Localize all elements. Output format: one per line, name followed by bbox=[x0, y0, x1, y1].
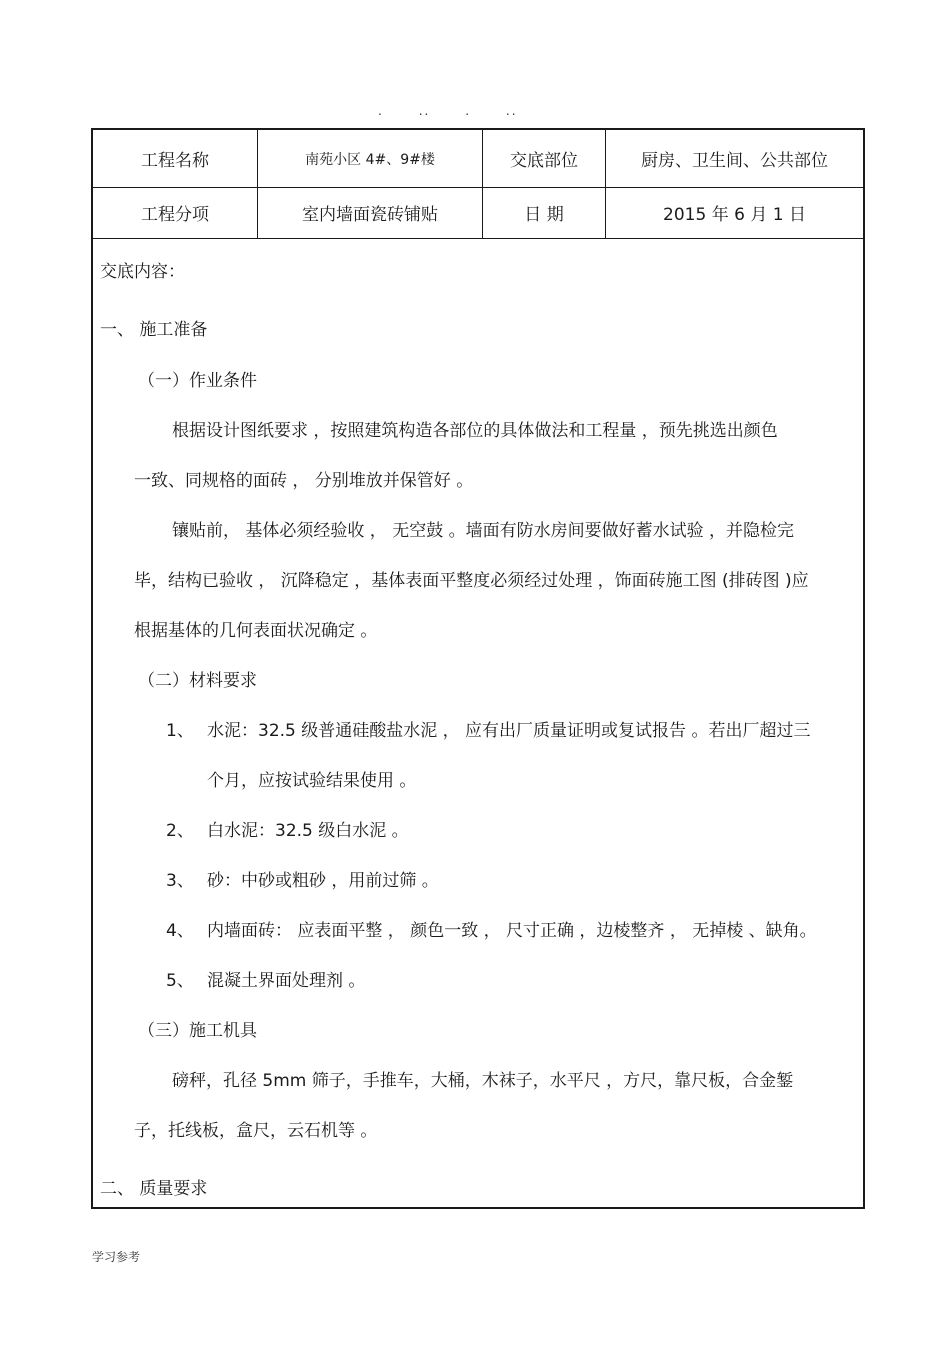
paragraph-line: 子，托线板，盒尺，云石机等 。 bbox=[134, 1121, 378, 1141]
header-dots: . .. . .. bbox=[378, 104, 518, 118]
paragraph-line: 根据基体的几何表面状况确定 。 bbox=[134, 621, 378, 641]
list-number: 2、 bbox=[166, 821, 194, 841]
list-number: 1、 bbox=[166, 721, 194, 741]
list-number: 5、 bbox=[166, 971, 194, 991]
list-item: 内墙面砖： 应表面平整 ， 颜色一致 ， 尺寸正确 ，边棱整齐 ， 无掉棱 、缺角。 bbox=[207, 921, 817, 941]
list-item: 砂：中砂或粗砂 ，用前过筛 。 bbox=[207, 871, 439, 891]
content-intro: 交底内容： bbox=[100, 262, 185, 282]
disclosure-sheet bbox=[91, 128, 865, 1209]
section-heading: 二、 质量要求 bbox=[100, 1179, 208, 1199]
sub-item-label: 工程分项 bbox=[93, 187, 258, 238]
subsection-heading: （三）施工机具 bbox=[138, 1021, 257, 1041]
sub-item-value: 室内墙面瓷砖铺贴 bbox=[258, 187, 483, 238]
location-label: 交底部位 bbox=[483, 130, 606, 187]
page-footer: 学习参考 bbox=[92, 1250, 141, 1264]
paragraph-line: 磅秤，孔径 5mm 筛子，手推车，大桶，木袜子，水平尺 ，方尺，靠尺板，合金錾 bbox=[172, 1071, 794, 1091]
paragraph-line: 毕，结构已验收 ， 沉降稳定 ，基体表面平整度必须经过处理 ，饰面砖施工图 (排砖图 )应 bbox=[134, 571, 809, 591]
paragraph-line: 镶贴前， 基体必须经验收 ， 无空鼓 。墙面有防水房间要做好蓄水试验 ，并隐检完 bbox=[172, 521, 795, 541]
list-number: 3、 bbox=[166, 871, 194, 891]
location-value: 厨房、卫生间、公共部位 bbox=[641, 151, 828, 171]
subsection-heading: （一）作业条件 bbox=[138, 371, 257, 391]
list-number: 4、 bbox=[166, 921, 194, 941]
table-row bbox=[93, 187, 863, 239]
project-name-value: 南苑小区 4#、9#楼 bbox=[258, 130, 483, 187]
subsection-heading: （二）材料要求 bbox=[138, 671, 257, 691]
list-item: 水泥：32.5 级普通硅酸盐水泥 ， 应有出厂质量证明或复试报告 。若出厂超过三 bbox=[207, 721, 811, 741]
section-heading: 一、 施工准备 bbox=[100, 320, 208, 340]
paragraph-line: 一致、同规格的面砖 ， 分别堆放并保管好 。 bbox=[134, 471, 474, 491]
table-row bbox=[93, 130, 863, 188]
list-item: 白水泥：32.5 级白水泥 。 bbox=[207, 821, 409, 841]
date-value: 2015 年 6 月 1 日 bbox=[663, 205, 806, 225]
list-item: 混凝土界面处理剂 。 bbox=[207, 971, 366, 991]
date-label: 日 期 bbox=[483, 187, 606, 238]
list-item: 个月，应按试验结果使用 。 bbox=[207, 771, 417, 791]
project-name-label: 工程名称 bbox=[93, 130, 258, 187]
paragraph-line: 根据设计图纸要求 ，按照建筑构造各部位的具体做法和工程量 ，预先挑选出颜色 bbox=[172, 421, 778, 441]
